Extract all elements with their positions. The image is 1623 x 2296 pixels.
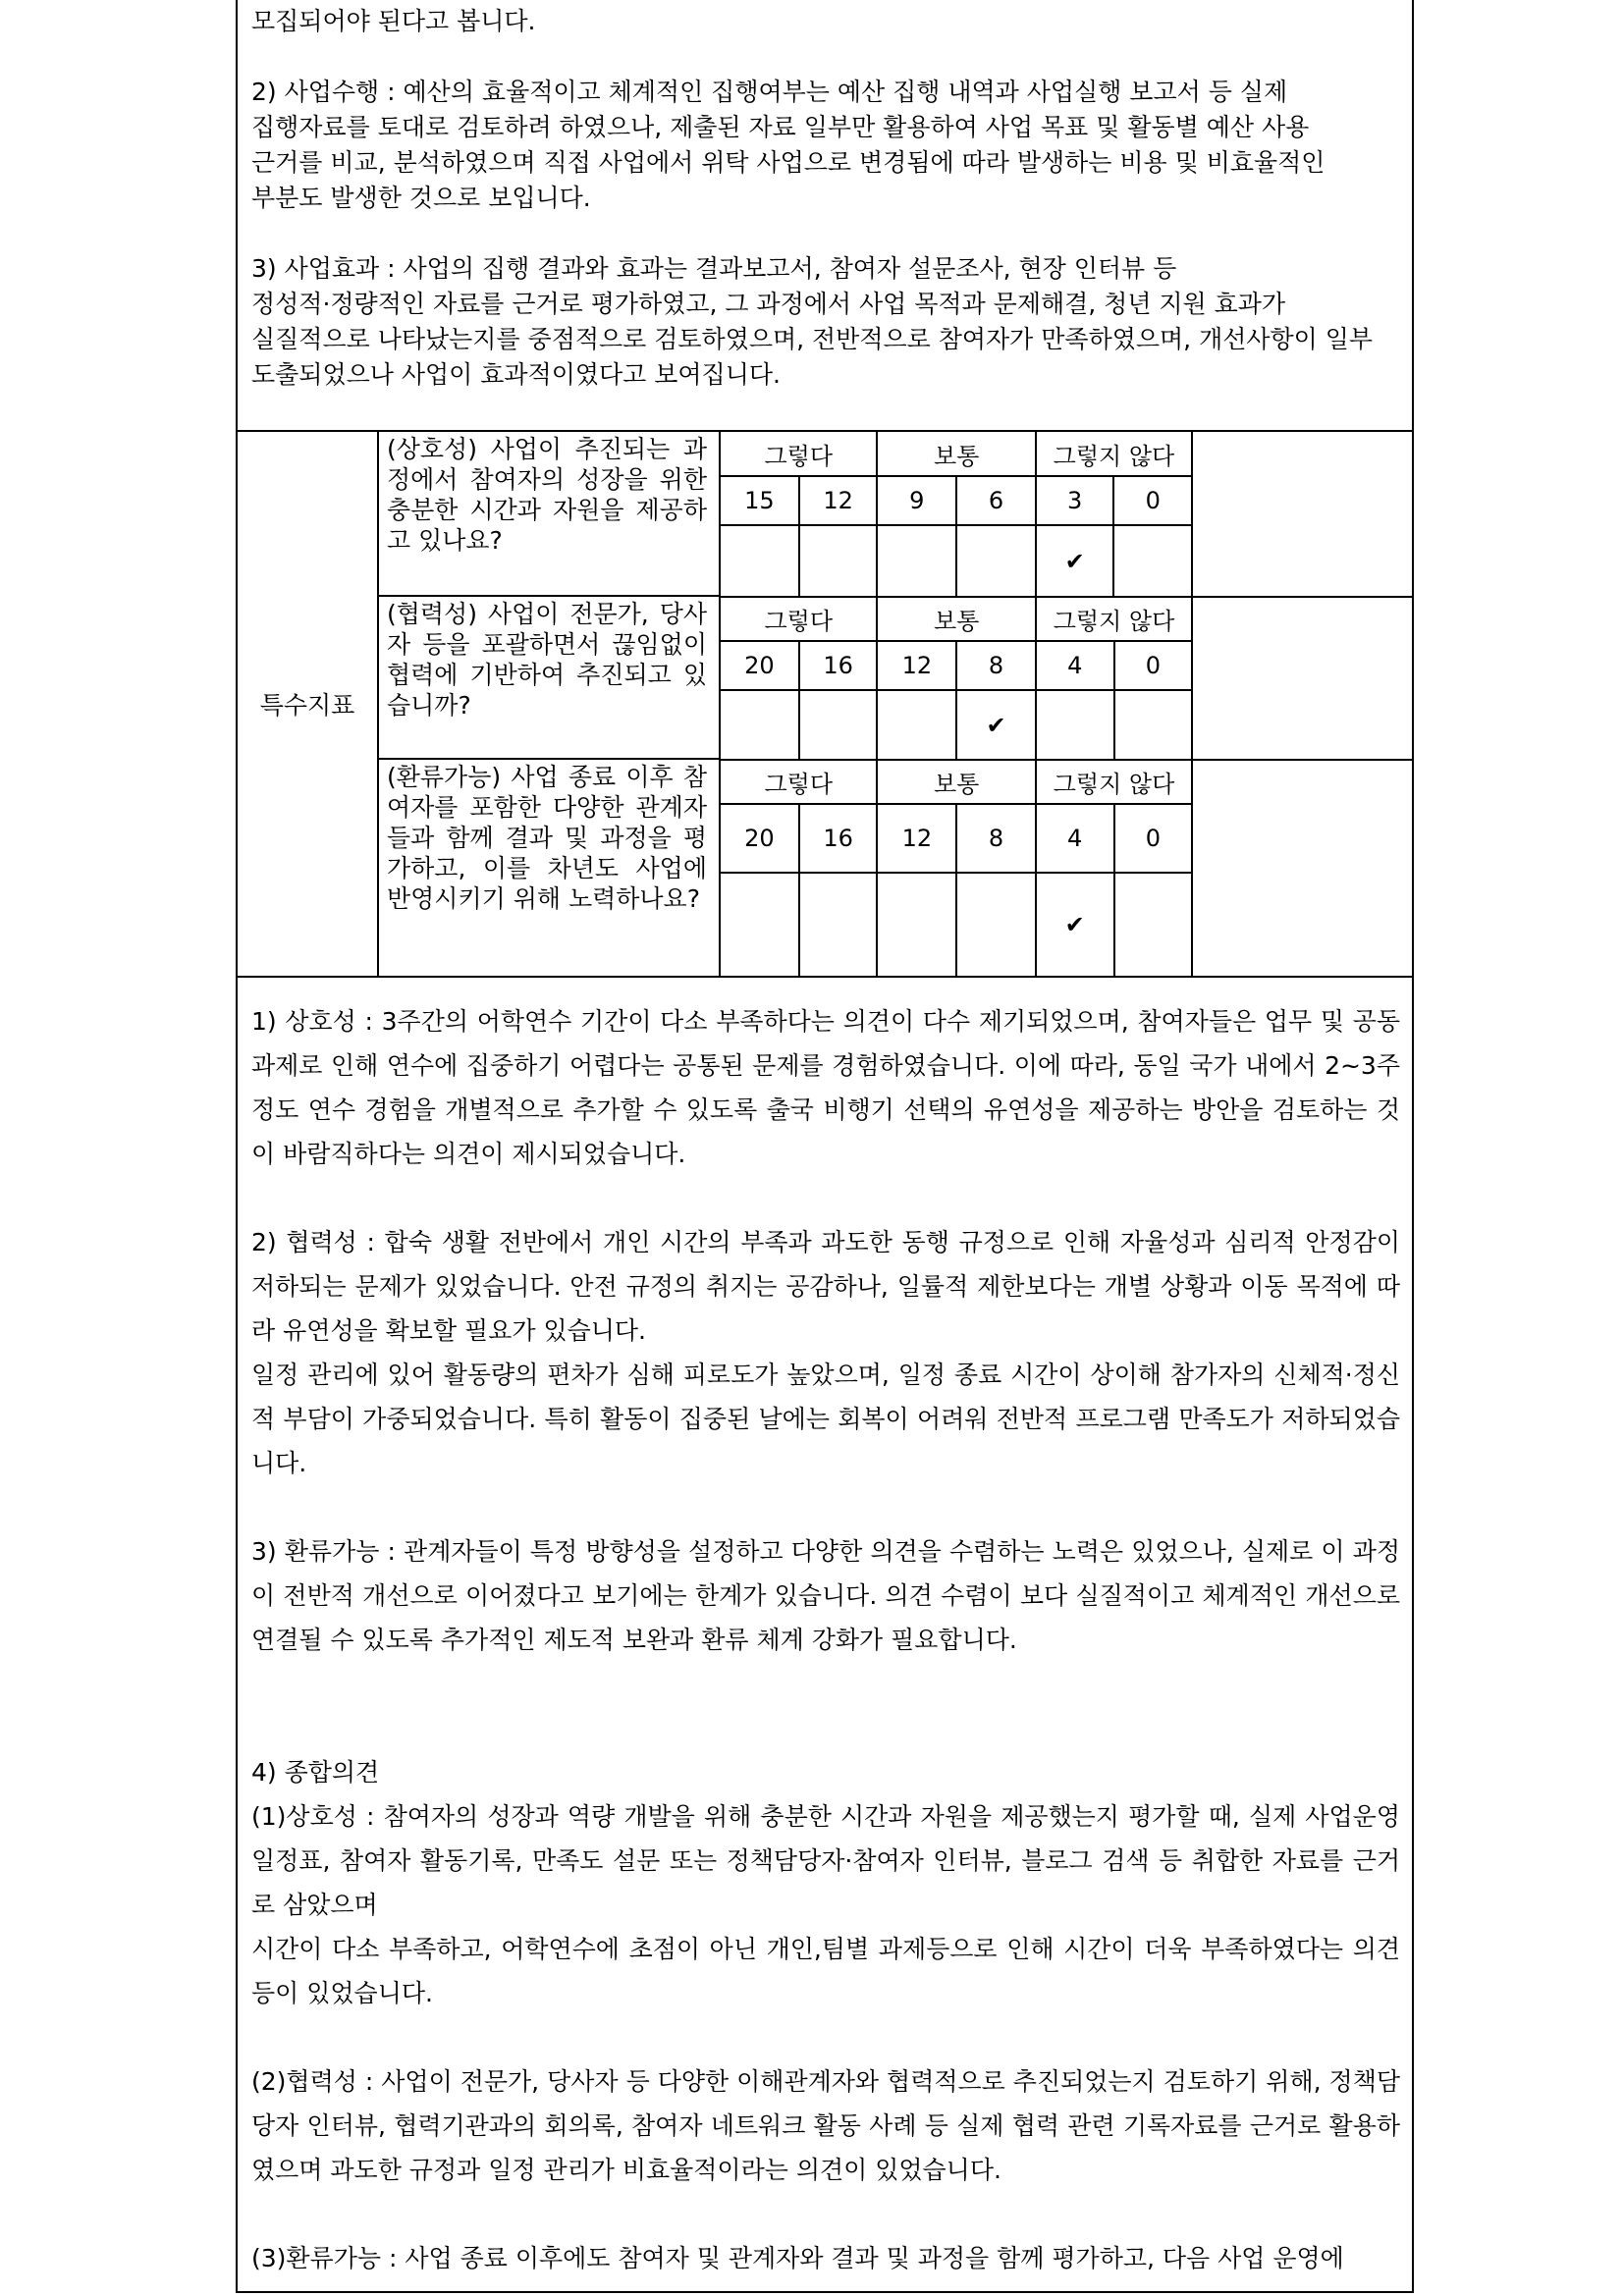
score-option: 12 [877,641,956,690]
blank-cell [1192,760,1412,976]
check-cell [877,525,956,597]
summary-line: 3) 사업효과 : 사업의 집행 결과와 효과는 결과보고서, 참여자 설문조사, 현장 인터뷰 등 [251,254,1177,283]
check-cell [877,873,956,976]
check-cell [877,690,956,760]
score-grid-reciprocity [721,432,1412,598]
summary-line: 부분도 발생한 것으로 보입니다. [251,184,591,212]
score-option: 0 [1114,641,1193,690]
score-grid-cooperation [721,597,1412,761]
score-option: 16 [799,641,878,690]
special-indicator-label: 특수지표 [238,432,379,976]
question-feedback: (환류가능) 사업 종료 이후 참여자를 포함한 다양한 관계자들과 함께 결과 및 과정을 평가하고, 이를 차년도 사업에 반영시키기 위해 노력하나요? [379,760,721,976]
score-option: 4 [1036,804,1114,873]
score-option: 0 [1114,804,1193,873]
opinion-reciprocity: 1) 상호성 : 3주간의 어학연수 기간이 다소 부족하다는 의견이 다수 제기되었으며, 참여자들은 업무 및 공동 과제로 인해 연수에 집중하기 어렵다는 공통된 문제를 경험하였습니다. 이에 따라, 동일 국가 내에서 2~3주 정도 연수 경험을 개별적으로 추가할 수 있도록 출국 비행기 선택의 유연성을 제공하는 방안을 검토하는 것이 바람직하다는 의견이 제시되었습니다. [251,1007,1400,1168]
summary-line: 2) 사업수행 : 예산의 효율적이고 체계적인 집행여부는 예산 집행 내역과 사업실행 보고서 등 실제 [251,78,1288,106]
header-mid: 보통 [877,760,1035,804]
check-cell [956,525,1036,597]
check-cell [1114,873,1193,976]
score-option: 8 [956,804,1036,873]
check-cell [721,690,799,760]
score-option: 9 [877,476,956,525]
score-option: 20 [721,804,799,873]
score-option: 4 [1036,641,1114,690]
document-frame [236,0,1414,2293]
header-mid: 보통 [877,432,1035,476]
question-reciprocity: (상호성) 사업이 추진되는 과정에서 참여자의 성장을 위한 충분한 시간과 자원을 제공하고 있나요? [379,432,721,597]
summary-line: 도출되었으나 사업이 효과적이였다고 보여집니다. [251,360,781,389]
check-cell [721,525,799,597]
check-cell [799,690,878,760]
opinion-section [251,999,1400,2280]
opinion-cooperation: 2) 협력성 : 합숙 생활 전반에서 개인 시간의 부족과 과도한 동행 규정으로 인해 자율성과 심리적 안정감이 저하되는 문제가 있었습니다. 안전 규정의 취지는 공감하나, 일률적 제한보다는 개별 상황과 이동 목적에 따라 유연성을 확보할 필요가 있습니다. [251,1228,1400,1345]
score-grid-feedback [721,760,1412,976]
evaluation-summary-section [238,0,1412,432]
evaluation-summary-text [251,4,1400,393]
check-cell [1114,690,1193,760]
overall-opinion-heading: 4) 종합의견 [251,1758,380,1787]
score-option: 0 [1113,476,1192,525]
header-no: 그렇지 않다 [1036,597,1192,641]
header-yes: 그렇다 [721,760,877,804]
check-cell [799,873,878,976]
score-option: 16 [799,804,878,873]
score-option: 8 [956,641,1036,690]
opinion-schedule: 일정 관리에 있어 활동량의 편차가 심해 피로도가 높았으며, 일정 종료 시간이 상이해 참가자의 신체적·정신적 부담이 가중되었습니다. 특히 활동이 집중된 날에는 회복이 어려워 전반적 프로그램 만족도가 저하되었습니다. [251,1361,1400,1477]
check-cell [799,525,878,597]
header-no: 그렇지 않다 [1036,432,1192,476]
score-option: 3 [1036,476,1114,525]
summary-line: 집행자료를 토대로 검토하려 하였으나, 제출된 자료 일부만 활용하여 사업 목표 및 활동별 예산 사용 [251,113,1310,141]
score-option: 20 [721,641,799,690]
summary-line: 실질적으로 나타났는지를 중점적으로 검토하였으며, 전반적으로 참여자가 만족하였으며, 개선사항이 일부 [251,325,1374,353]
check-mark: ✔ [956,690,1036,760]
overall-feedback: (3)환류가능 : 사업 종료 이후에도 참여자 및 관계자와 결과 및 과정을 함께 평가하고, 다음 사업 운영에 [251,2244,1344,2272]
score-option: 12 [799,476,878,525]
header-mid: 보통 [877,597,1035,641]
special-indicator-section [238,432,1412,978]
overall-cooperation: (2)협력성 : 사업이 전문가, 당사자 등 다양한 이해관계자와 협력적으로 추진되었는지 검토하기 위해, 정책담당자 인터뷰, 협력기관과의 회의록, 참여자 네트워크 활동 사례 등 실제 협력 관련 기록자료를 근거로 활용하였으며 과도한 규정과 일정 관리가 비효율적이라는 의견이 있었습니다. [251,2067,1400,2184]
check-mark: ✔ [1036,873,1114,976]
header-no: 그렇지 않다 [1036,760,1192,804]
check-cell [721,873,799,976]
summary-line: 정성적·정량적인 자료를 근거로 평가하였고, 그 과정에서 사업 목적과 문제해결, 청년 지원 효과가 [251,290,1286,318]
overall-reciprocity-note: 시간이 다소 부족하고, 어학연수에 초점이 아닌 개인,팀별 과제등으로 인해 시간이 더욱 부족하였다는 의견등이 있었습니다. [251,1935,1400,2007]
check-cell [1113,525,1192,597]
summary-line: 근거를 비교, 분석하였으며 직접 사업에서 위탁 사업으로 변경됨에 따라 발생하는 비용 및 비효율적인 [251,148,1325,177]
blank-cell [1192,597,1412,760]
check-cell [1036,690,1114,760]
opinion-feedback: 3) 환류가능 : 관계자들이 특정 방향성을 설정하고 다양한 의견을 수렴하는 노력은 있었으나, 실제로 이 과정이 전반적 개선으로 이어졌다고 보기에는 한계가 있습니다. 의견 수렴이 보다 실질적이고 체계적인 개선으로 연결될 수 있도록 추가적인 제도적 보완과 환류 체계 강화가 필요합니다. [251,1537,1400,1654]
overall-reciprocity: (1)상호성 : 참여자의 성장과 역량 개발을 위해 충분한 시간과 자원을 제공했는지 평가할 때, 실제 사업운영 일정표, 참여자 활동기록, 만족도 설문 또는 정책담당자·참여자 인터뷰, 블로그 검색 등 취합한 자료를 근거로 삼았으며 [251,1802,1400,1919]
check-mark: ✔ [1036,525,1114,597]
blank-cell [1192,432,1412,597]
check-cell [956,873,1036,976]
score-option: 6 [956,476,1036,525]
header-yes: 그렇다 [721,432,877,476]
summary-line: 모집되어야 된다고 봅니다. [251,7,536,35]
score-option: 15 [721,476,799,525]
score-option: 12 [877,804,956,873]
header-yes: 그렇다 [721,597,877,641]
question-cooperation: (협력성) 사업이 전문가, 당사자 등을 포괄하면서 끊임없이 협력에 기반하여 추진되고 있습니까? [379,597,721,760]
